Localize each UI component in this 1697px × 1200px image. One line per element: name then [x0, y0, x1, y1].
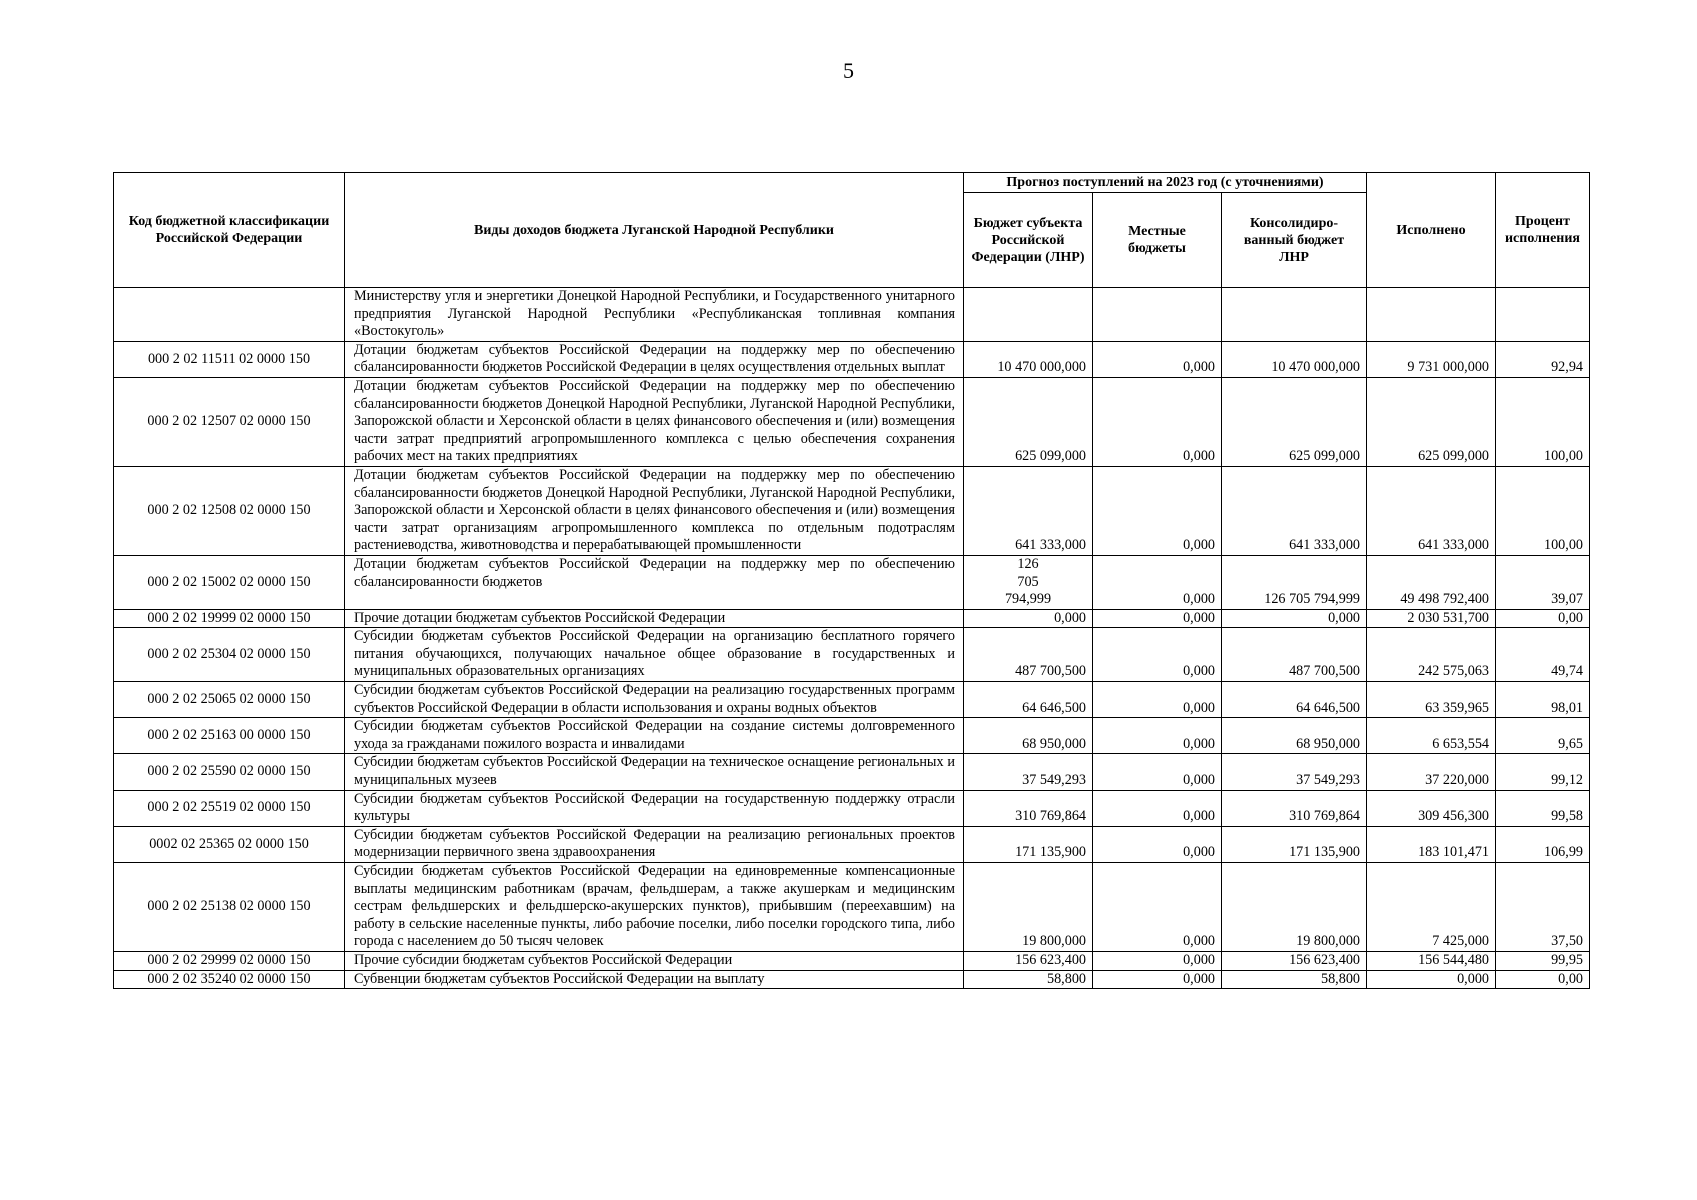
percent-cell: 106,99: [1496, 826, 1590, 862]
code-cell: 000 2 02 15002 02 0000 150: [114, 555, 345, 609]
table-row: [114, 628, 1590, 682]
consolidated-budget-cell: 156 623,400: [1222, 951, 1367, 970]
subject-budget-cell: 310 769,864: [964, 790, 1093, 826]
percent-cell: 37,50: [1496, 863, 1590, 952]
executed-cell: 9 731 000,000: [1367, 341, 1496, 377]
code-cell: 000 2 02 35240 02 0000 150: [114, 970, 345, 989]
percent-cell: 99,12: [1496, 754, 1590, 790]
local-budgets-cell: 0,000: [1093, 718, 1222, 754]
header-forecast-group: Прогноз поступлений на 2023 год (с уточнениями): [964, 173, 1367, 193]
executed-cell: 2 030 531,700: [1367, 609, 1496, 628]
local-budgets-cell: 0,000: [1093, 682, 1222, 718]
subject-budget-cell: 68 950,000: [964, 718, 1093, 754]
table-row: [114, 863, 1590, 952]
subject-budget-cell: 126 705 794,999: [964, 555, 1093, 609]
code-cell: 000 2 02 25138 02 0000 150: [114, 863, 345, 952]
description-cell: Дотации бюджетам субъектов Российской Федерации на поддержку мер по обеспечению сбалансированности бюджетов Российской Федерации в целях осуществления отдельных выплат: [345, 341, 964, 377]
table-row: [114, 609, 1590, 628]
consolidated-budget-cell: 64 646,500: [1222, 682, 1367, 718]
executed-cell: 242 575,063: [1367, 628, 1496, 682]
consolidated-budget-cell: 625 099,000: [1222, 377, 1367, 466]
subject-budget-cell: 10 470 000,000: [964, 341, 1093, 377]
table-row: [114, 790, 1590, 826]
percent-cell: [1496, 288, 1590, 342]
code-cell: 000 2 02 11511 02 0000 150: [114, 341, 345, 377]
consolidated-budget-cell: [1222, 288, 1367, 342]
percent-cell: 100,00: [1496, 466, 1590, 555]
executed-cell: 625 099,000: [1367, 377, 1496, 466]
subject-budget-cell: [964, 288, 1093, 342]
header-consolidated-budget: Консолидиро-ванный бюджет ЛНР: [1222, 193, 1367, 288]
consolidated-budget-cell: 487 700,500: [1222, 628, 1367, 682]
consolidated-budget-cell: 0,000: [1222, 609, 1367, 628]
table-row: [114, 377, 1590, 466]
table-row: [114, 682, 1590, 718]
percent-cell: 98,01: [1496, 682, 1590, 718]
consolidated-budget-cell: 126 705 794,999: [1222, 555, 1367, 609]
local-budgets-cell: 0,000: [1093, 341, 1222, 377]
subject-budget-cell: 19 800,000: [964, 863, 1093, 952]
header-executed: Исполнено: [1367, 173, 1496, 288]
percent-cell: 49,74: [1496, 628, 1590, 682]
local-budgets-cell: 0,000: [1093, 466, 1222, 555]
code-cell: 0002 02 25365 02 0000 150: [114, 826, 345, 862]
code-cell: 000 2 02 12507 02 0000 150: [114, 377, 345, 466]
table-row: [114, 826, 1590, 862]
description-cell: Субсидии бюджетам субъектов Российской Федерации на единовременные компенсационные выплаты медицинским работникам (врачам, фельдшерам, а также акушеркам и медицинским сестрам фельдшерских и фельдшерско-акушерских пунктов), прибывшим (переехавшим) на работу в сельские населенные пункты, либо рабочие поселки, либо поселки городского типа, либо города с населением до 50 тысяч человек: [345, 863, 964, 952]
executed-cell: 156 544,480: [1367, 951, 1496, 970]
description-cell: Субсидии бюджетам субъектов Российской Федерации на организацию бесплатного горячего питания обучающихся, получающих начальное общее образование в государственных и муниципальных образовательных организациях: [345, 628, 964, 682]
executed-cell: 6 653,554: [1367, 718, 1496, 754]
percent-cell: 0,00: [1496, 609, 1590, 628]
description-cell: Субвенции бюджетам субъектов Российской Федерации на выплату: [345, 970, 964, 989]
local-budgets-cell: 0,000: [1093, 863, 1222, 952]
percent-cell: 99,58: [1496, 790, 1590, 826]
consolidated-budget-cell: 641 333,000: [1222, 466, 1367, 555]
local-budgets-cell: 0,000: [1093, 377, 1222, 466]
code-cell: 000 2 02 25519 02 0000 150: [114, 790, 345, 826]
executed-cell: [1367, 288, 1496, 342]
header-subject-budget: Бюджет субъекта Российской Федерации (ЛНР): [964, 193, 1093, 288]
description-cell: Дотации бюджетам субъектов Российской Федерации на поддержку мер по обеспечению сбалансированности бюджетов: [345, 555, 964, 609]
subject-budget-cell: 156 623,400: [964, 951, 1093, 970]
table-row: [114, 951, 1590, 970]
executed-cell: 63 359,965: [1367, 682, 1496, 718]
percent-cell: 0,00: [1496, 970, 1590, 989]
local-budgets-cell: 0,000: [1093, 754, 1222, 790]
local-budgets-cell: 0,000: [1093, 555, 1222, 609]
budget-income-table: [113, 172, 1590, 989]
subject-budget-cell: 625 099,000: [964, 377, 1093, 466]
executed-cell: 0,000: [1367, 970, 1496, 989]
local-budgets-cell: 0,000: [1093, 970, 1222, 989]
table-row: [114, 288, 1590, 342]
local-budgets-cell: 0,000: [1093, 951, 1222, 970]
description-cell: Субсидии бюджетам субъектов Российской Федерации на реализацию государственных программ субъектов Российской Федерации в области использования и охраны водных объектов: [345, 682, 964, 718]
consolidated-budget-cell: 58,800: [1222, 970, 1367, 989]
percent-cell: 9,65: [1496, 718, 1590, 754]
consolidated-budget-cell: 68 950,000: [1222, 718, 1367, 754]
description-cell: Субсидии бюджетам субъектов Российской Федерации на реализацию региональных проектов модернизации первичного звена здравоохранения: [345, 826, 964, 862]
table-row: [114, 754, 1590, 790]
executed-cell: 7 425,000: [1367, 863, 1496, 952]
local-budgets-cell: 0,000: [1093, 790, 1222, 826]
code-cell: 000 2 02 29999 02 0000 150: [114, 951, 345, 970]
table-row: [114, 555, 1590, 609]
local-budgets-cell: 0,000: [1093, 628, 1222, 682]
consolidated-budget-cell: 37 549,293: [1222, 754, 1367, 790]
header-percent: Процент исполнения: [1496, 173, 1590, 288]
local-budgets-cell: 0,000: [1093, 609, 1222, 628]
table-body: [114, 288, 1590, 989]
percent-cell: 39,07: [1496, 555, 1590, 609]
percent-cell: 92,94: [1496, 341, 1590, 377]
table-row: [114, 341, 1590, 377]
header-code: Код бюджетной классификации Российской Федерации: [114, 173, 345, 288]
code-cell: 000 2 02 25590 02 0000 150: [114, 754, 345, 790]
description-cell: Министерству угля и энергетики Донецкой Народной Республики, и Государственного унитарного предприятия Луганской Народной Республики «Республиканская топливная компания «Востокуголь»: [345, 288, 964, 342]
description-cell: Прочие дотации бюджетам субъектов Российской Федерации: [345, 609, 964, 628]
consolidated-budget-cell: 10 470 000,000: [1222, 341, 1367, 377]
executed-cell: 309 456,300: [1367, 790, 1496, 826]
description-cell: Прочие субсидии бюджетам субъектов Российской Федерации: [345, 951, 964, 970]
percent-cell: 99,95: [1496, 951, 1590, 970]
local-budgets-cell: [1093, 288, 1222, 342]
local-budgets-cell: 0,000: [1093, 826, 1222, 862]
subject-budget-cell: 171 135,900: [964, 826, 1093, 862]
executed-cell: 49 498 792,400: [1367, 555, 1496, 609]
executed-cell: 37 220,000: [1367, 754, 1496, 790]
subject-budget-cell: 641 333,000: [964, 466, 1093, 555]
executed-cell: 641 333,000: [1367, 466, 1496, 555]
table-row: [114, 970, 1590, 989]
header-local-budgets: Местные бюджеты: [1093, 193, 1222, 288]
subject-budget-cell: 487 700,500: [964, 628, 1093, 682]
code-cell: 000 2 02 19999 02 0000 150: [114, 609, 345, 628]
code-cell: 000 2 02 25065 02 0000 150: [114, 682, 345, 718]
header-description: Виды доходов бюджета Луганской Народной Республики: [345, 173, 964, 288]
subject-budget-cell: 37 549,293: [964, 754, 1093, 790]
description-cell: Дотации бюджетам субъектов Российской Федерации на поддержку мер по обеспечению сбалансированности бюджетов Донецкой Народной Республики, Луганской Народной Республики, Запорожской области и Херсонской области в целях финансового обеспечения и (или) возмещения части затрат организациям агропромышленного комплекса по отдельным подотраслям растениеводства, животноводства и перерабатывающей промышленности: [345, 466, 964, 555]
consolidated-budget-cell: 310 769,864: [1222, 790, 1367, 826]
table-row: [114, 718, 1590, 754]
code-cell: 000 2 02 12508 02 0000 150: [114, 466, 345, 555]
code-cell: [114, 288, 345, 342]
subject-budget-cell: 58,800: [964, 970, 1093, 989]
consolidated-budget-cell: 19 800,000: [1222, 863, 1367, 952]
description-cell: Субсидии бюджетам субъектов Российской Федерации на государственную поддержку отрасли культуры: [345, 790, 964, 826]
code-cell: 000 2 02 25304 02 0000 150: [114, 628, 345, 682]
description-cell: Дотации бюджетам субъектов Российской Федерации на поддержку мер по обеспечению сбалансированности бюджетов Донецкой Народной Республики, Луганской Народной Республики, Запорожской области и Херсонской области в целях финансового обеспечения и (или) возмещения части затрат предприятий агропромышленного комплекса с целью обеспечения сохранения рабочих мест на таких предприятиях: [345, 377, 964, 466]
percent-cell: 100,00: [1496, 377, 1590, 466]
consolidated-budget-cell: 171 135,900: [1222, 826, 1367, 862]
subject-budget-cell: 0,000: [964, 609, 1093, 628]
subject-budget-cell: 64 646,500: [964, 682, 1093, 718]
table-row: [114, 466, 1590, 555]
page-number: 5: [843, 58, 854, 83]
description-cell: Субсидии бюджетам субъектов Российской Федерации на техническое оснащение региональных и муниципальных музеев: [345, 754, 964, 790]
executed-cell: 183 101,471: [1367, 826, 1496, 862]
code-cell: 000 2 02 25163 00 0000 150: [114, 718, 345, 754]
description-cell: Субсидии бюджетам субъектов Российской Федерации на создание системы долговременного ухода за гражданами пожилого возраста и инвалидами: [345, 718, 964, 754]
